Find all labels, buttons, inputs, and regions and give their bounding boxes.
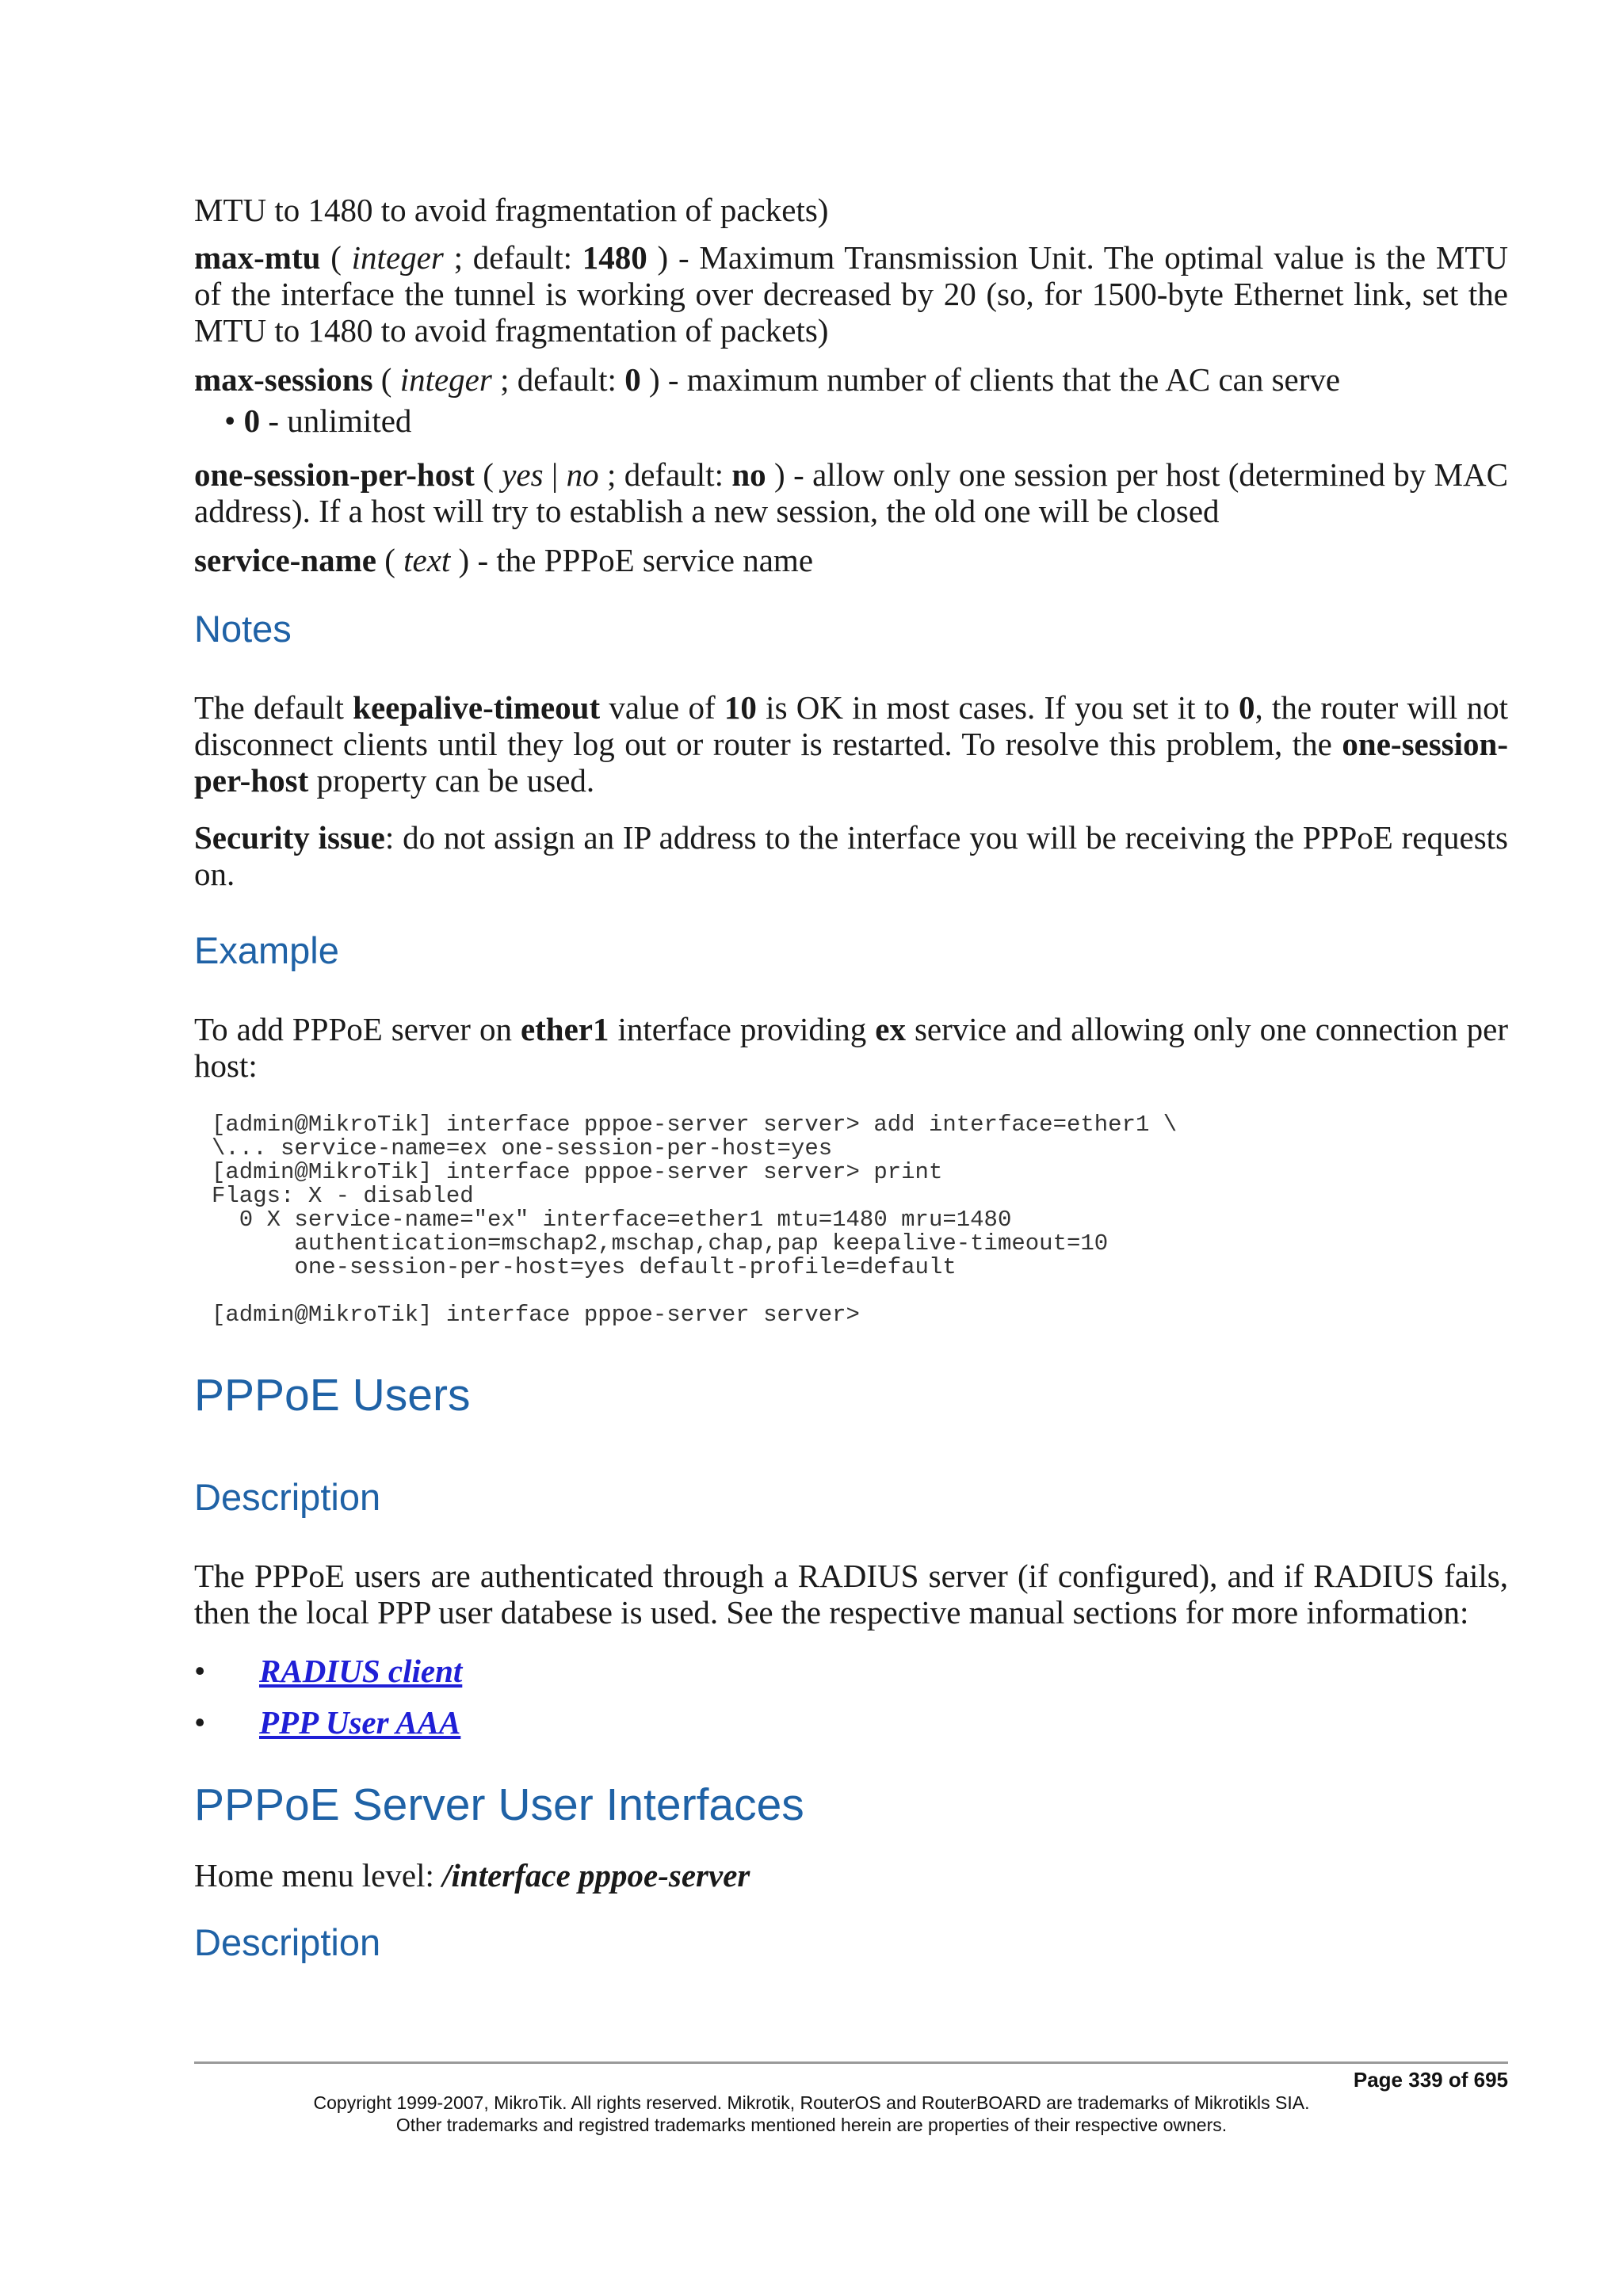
users-description-heading: Description — [194, 1476, 381, 1518]
trademark-text: Other trademarks and registred trademarks mentioned herein are properties of their respective owners. — [395, 2115, 1228, 2135]
page-number: Page 339 of 695 — [1353, 2068, 1508, 2092]
property-max-mtu: max-mtu ( integer ; default: 1480 ) - Maximum Transmission Unit. The optimal value is the MTU of the interface the tunnel is working over decreased by 20 (so, for 1500-byte Ethernet link, set the MTU to 1480 to avoid fragmentation of packets) — [194, 239, 1509, 349]
notes-paragraph-2: Security issue: do not assign an IP address to the interface you will be receiving the PPPoE requests on. — [194, 819, 1508, 892]
link-list-item — [194, 1704, 461, 1741]
server-description-heading: Description — [194, 1921, 381, 1963]
server-user-interfaces-heading: PPPoE Server User Interfaces — [194, 1779, 804, 1830]
property-type: integer — [351, 239, 444, 276]
ppp-user-aaa-link[interactable]: PPP User AAA — [259, 1704, 461, 1741]
property-max-sessions: max-sessions ( integer ; default: 0 ) - maximum number of clients that the AC can serve — [194, 361, 1341, 398]
property-description: ) - allow only one session per host (determined by MAC address). If a host will try to establish a new session, the old one will be closed — [194, 456, 1508, 529]
example-heading: Example — [194, 929, 339, 971]
property-type: text — [403, 542, 451, 578]
property-one-session-per-host: one-session-per-host ( yes | no ; default: no ) - allow only one session per host (determined by MAC address). If a host will try to establish a new session, the old one will be closed — [194, 456, 1508, 529]
users-paragraph: The PPPoE users are authenticated through a RADIUS server (if configured), and if RADIUS fails, then the local PPP user databese is used. See the respective manual sections for more information: — [194, 1558, 1508, 1630]
property-name: max-sessions — [194, 361, 373, 398]
copyright-text: Copyright 1999-2007, MikroTik. All rights reserved. Mikrotik, RouterOS and RouterBOARD are trademarks of Mikrotikls SIA. — [313, 2092, 1310, 2113]
code-block: [admin@MikroTik] interface pppoe-server server> add interface=ether1 \ \... service-name=ex one-session-per-host=yes [admin@MikroTik] interface pppoe-server server> print Flags: X - disabled 0 X service-name="ex" interface=ether1 mtu=1480 mru=1480 authentication=mschap2,mschap,chap,pap keepalive-timeout=10 one-session-per-host=yes default-profile=default [admin@MikroTik] interface pppoe-server server> — [212, 1112, 1178, 1328]
property-service-name: service-name ( text ) - the PPPoE service name — [194, 542, 814, 578]
notes-paragraph-1: The default keepalive-timeout value of 10 is OK in most cases. If you set it to 0, the router will not disconnect clients until they log out or router is restarted. To resolve this problem, the one-session-per-host property can be used. — [194, 689, 1508, 799]
notes-heading: Notes — [194, 608, 292, 650]
menu-level-line: Home menu level: /interface pppoe-server — [194, 1857, 750, 1894]
property-name: max-mtu — [194, 239, 321, 276]
property-description: ) - the PPPoE service name — [450, 542, 814, 578]
menu-path: /interface pppoe-server — [442, 1857, 750, 1894]
bullet: • — [194, 1653, 206, 1689]
property-name: service-name — [194, 542, 376, 578]
property-default: 1480 — [582, 239, 647, 276]
footer-divider — [194, 2061, 1508, 2064]
property-type: integer — [399, 361, 492, 398]
link-list-item — [194, 1653, 463, 1689]
pppoe-users-heading: PPPoE Users — [194, 1370, 471, 1421]
bullet: • — [224, 402, 236, 439]
property-default: no — [731, 456, 766, 493]
radius-client-link[interactable]: RADIUS client — [259, 1653, 463, 1689]
continued-text: MTU to 1480 to avoid fragmentation of packets) — [194, 192, 829, 228]
property-description: ) - Maximum Transmission Unit. The optimal value is the MTU of the interface the tunnel is working over decreased by 20 (so, for 1500-byte Ethernet link, set the MTU to 1480 to avoid fragmentation of packets) — [194, 239, 1509, 349]
property-default: 0 — [624, 361, 641, 398]
property-description: ) - maximum number of clients that the AC can serve — [640, 361, 1341, 398]
example-paragraph: To add PPPoE server on ether1 interface providing ex service and allowing only one connection per host: — [194, 1011, 1508, 1084]
bullet: • — [194, 1704, 206, 1741]
value-list-item: • 0 - unlimited — [224, 402, 412, 439]
property-name: one-session-per-host — [194, 456, 475, 493]
